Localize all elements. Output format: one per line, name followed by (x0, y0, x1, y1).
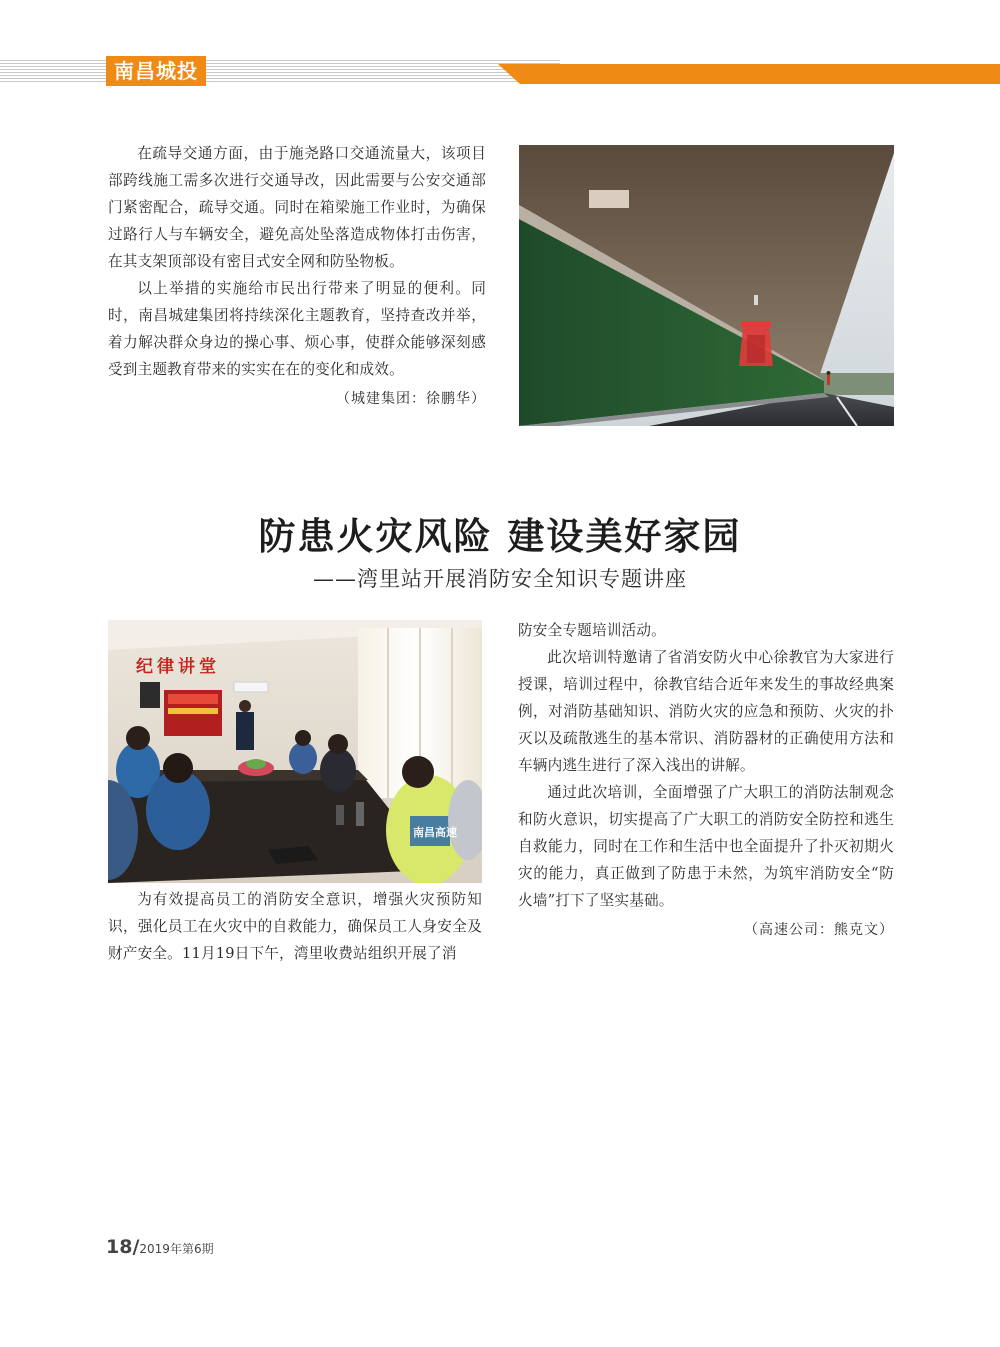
header-stripes (0, 60, 560, 84)
lecture-vest-text: 南昌高速 (413, 826, 457, 839)
article2-title: 防患火灾风险 建设美好家园 (258, 515, 742, 558)
header-orange-bar (498, 64, 1000, 84)
footer-separator: / (132, 1236, 140, 1258)
article1-paragraph: 在疏导交通方面，由于施尧路口交通流量大，该项目部跨线施工需多次进行交通导改，因此需要与公安交通部门紧密配合，疏导交通。同时在箱梁施工作业时，为确保过路行人与车辆安全，避免高处坠落造成物体打击伤害，在其支架顶部设有密目式安全网和防坠物板。 (108, 145, 486, 270)
bridge-photo (519, 145, 894, 426)
article1-paragraph: 以上举措的实施给市民出行带来了明显的便利。同时，南昌城建集团将持续深化主题教育，坚持查改并举，着力解决群众身边的操心事、烦心事，使群众能够深刻感受到主题教育带来的实实在在的变化和成效。 (108, 280, 486, 378)
issue-label: 2019年第6期 (139, 1242, 214, 1256)
page-footer (106, 1236, 214, 1258)
article1-column (108, 140, 486, 413)
lecture-banner-text: 纪律讲堂 (136, 657, 220, 677)
article2-subtitle: ——湾里站开展消防安全知识专题讲座 (313, 567, 687, 591)
article2-continuation: 防安全专题培训活动。 (518, 622, 666, 639)
article2-right-column (518, 617, 894, 944)
article2-paragraph: 通过此次培训，全面增强了广大职工的消防法制观念和防火意识，切实提高了广大职工的消防安全防控和逃生自救能力，同时在工作和生活中也全面提升了扑灭初期火灾的能力，真正做到了防患于未然，为筑牢消防安全“防火墙”打下了坚实基础。 (518, 784, 894, 909)
lecture-photo (108, 620, 482, 883)
article2-credit: （高速公司：熊克文） (744, 922, 894, 938)
bridge-photo-image (519, 145, 894, 426)
article2-left-column (108, 886, 482, 967)
article2-paragraph: 此次培训特邀请了省消安防火中心徐教官为大家进行授课，培训过程中，徐教官结合近年来发生的事故经典案例，对消防基础知识、消防火灾的应急和预防、火灾的扑灭以及疏散逃生的基本常识、消防器材的正确使用方法和车辆内逃生进行了深入浅出的讲解。 (518, 649, 894, 774)
brand-label: 南昌城投 (106, 56, 206, 86)
article1-credit: （城建集团：徐鹏华） (336, 391, 486, 407)
article2-paragraph: 为有效提高员工的消防安全意识，增强火灾预防知识，强化员工在火灾中的自救能力，确保员工人身安全及财产安全。11月19日下午，湾里收费站组织开展了消 (108, 891, 482, 962)
page-number: 18 (106, 1236, 133, 1258)
